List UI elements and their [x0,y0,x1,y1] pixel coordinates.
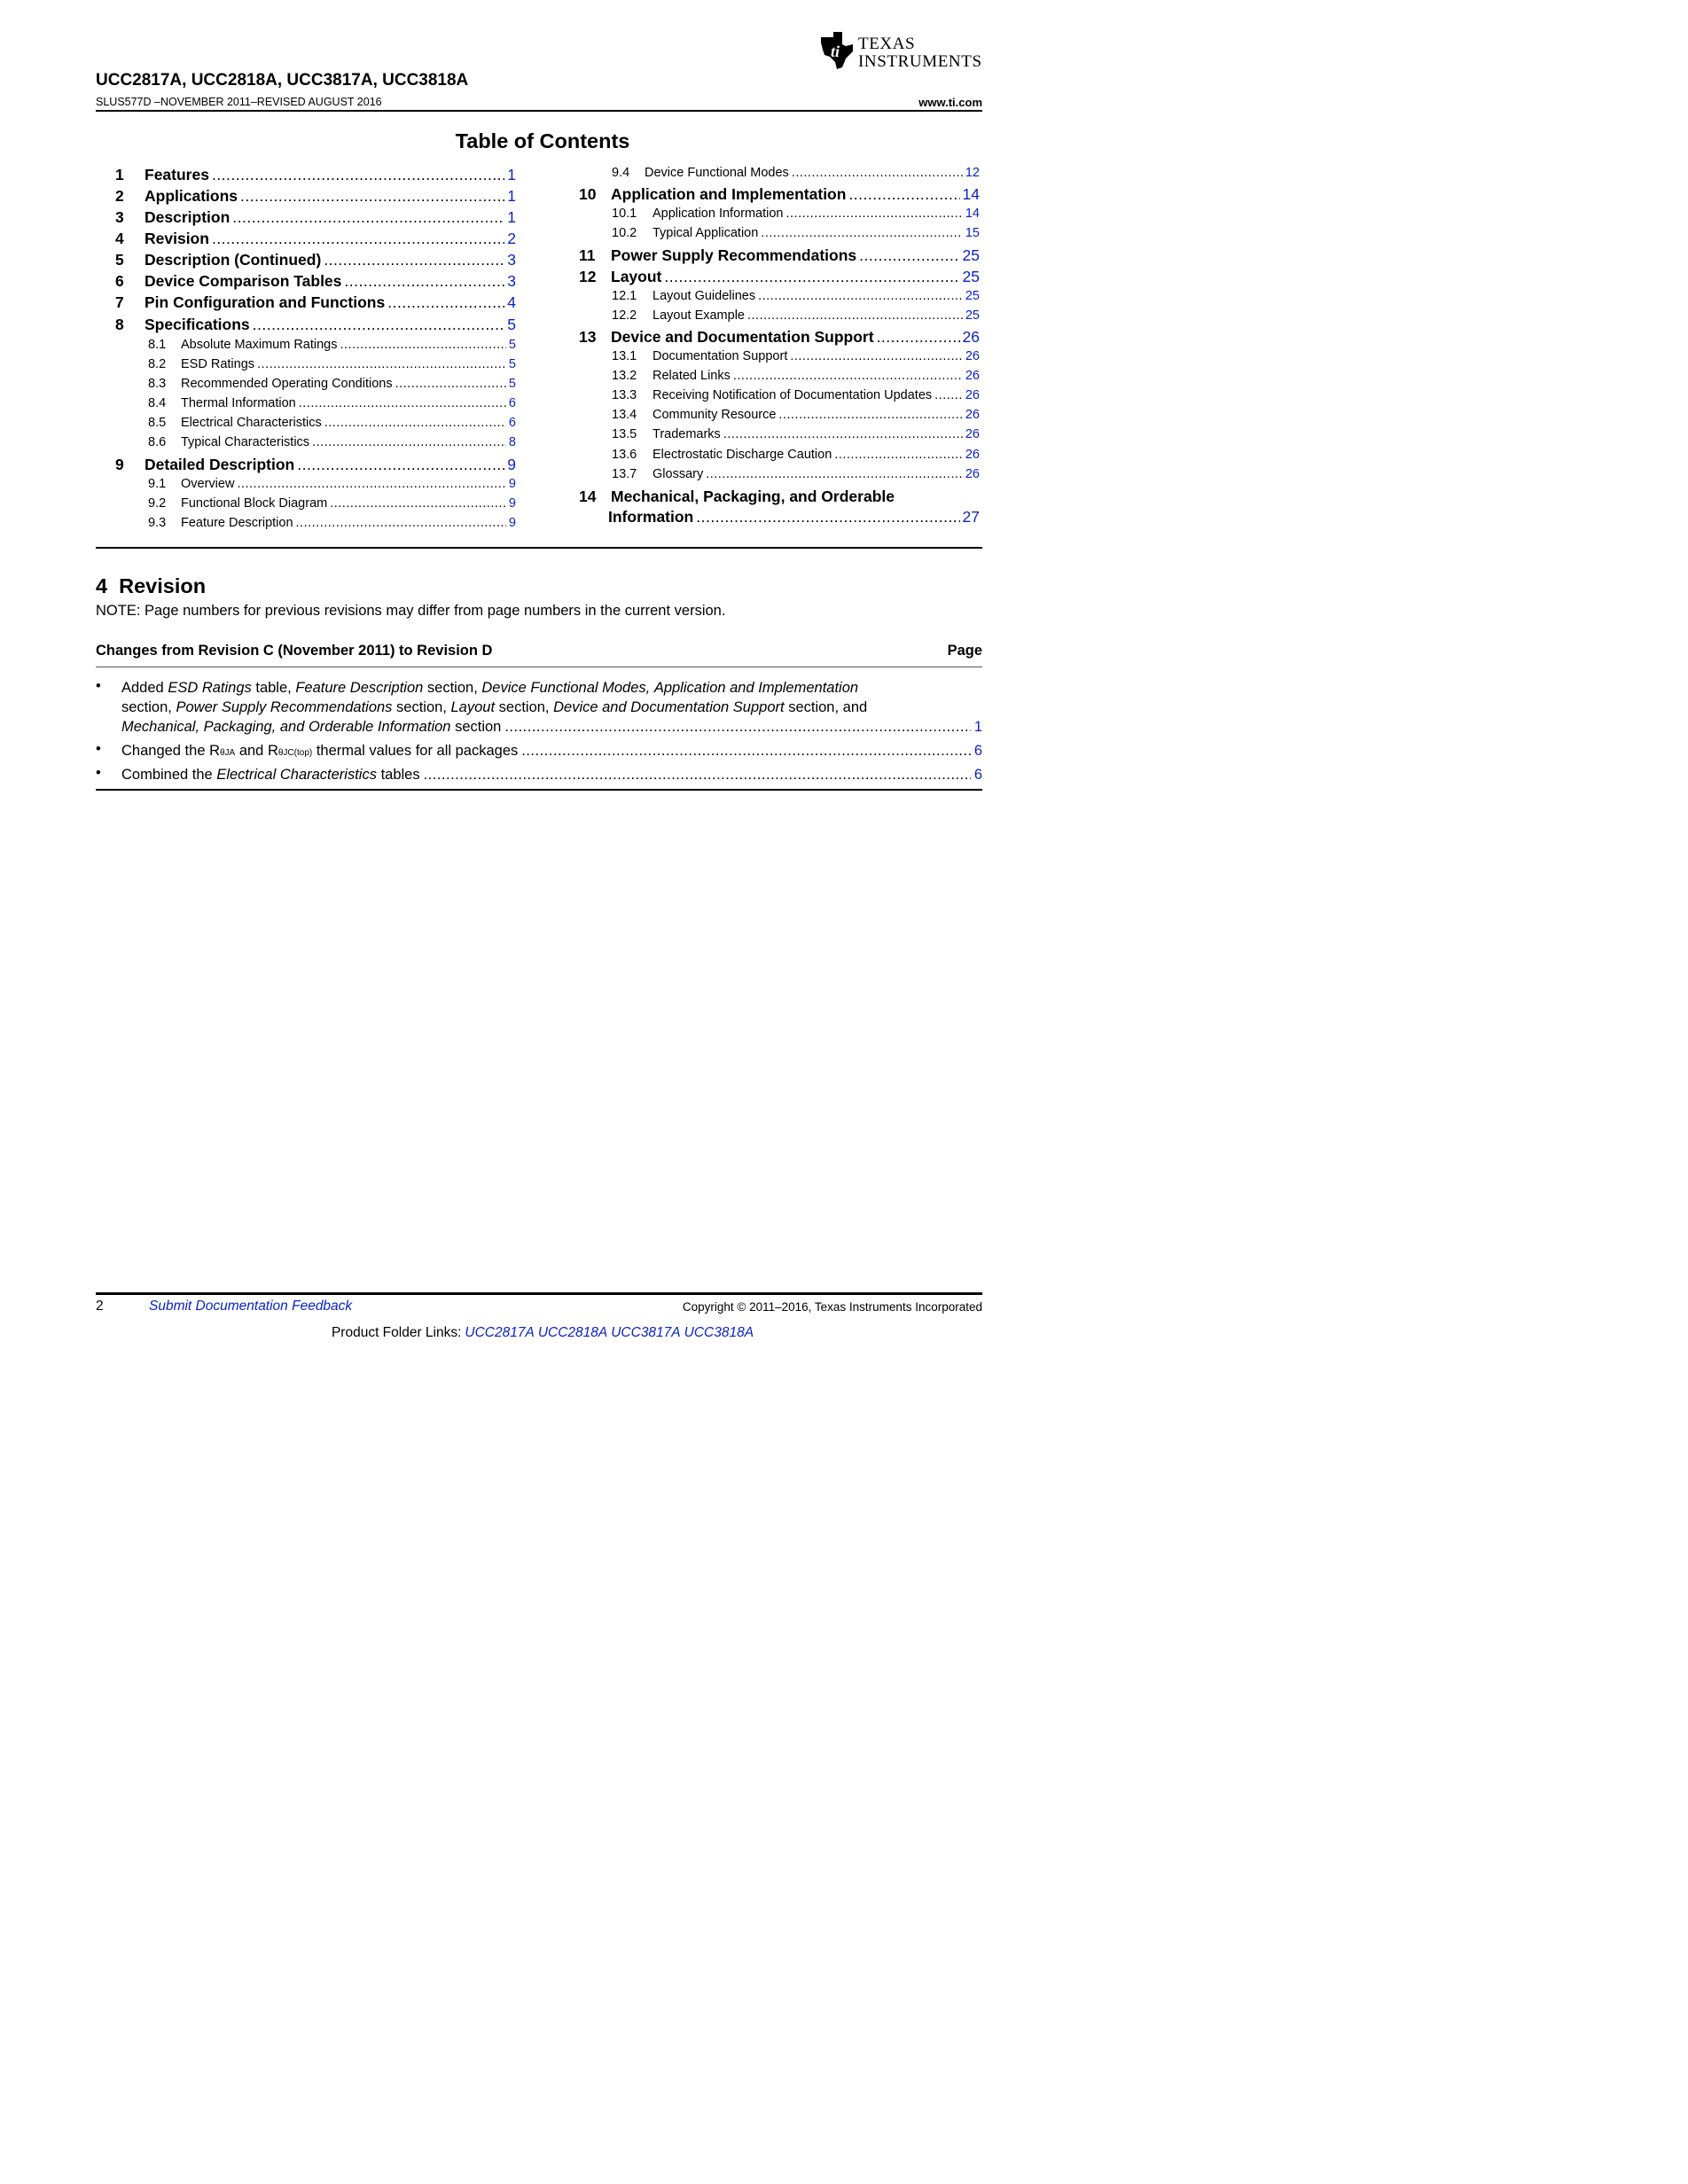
toc-page-link[interactable]: 26 [965,427,980,441]
toc-entry-label: Functional Block Diagram [181,496,328,511]
toc-entry[interactable] [612,226,980,246]
leader-dots [395,377,506,391]
toc-page-link[interactable]: 25 [965,308,980,323]
leader-dots [257,357,506,371]
leader-dots [778,408,962,422]
toc-entry-number: 8.1 [148,338,167,352]
toc-page-link[interactable]: 3 [507,251,516,269]
toc-entry-number: 6 [115,272,124,290]
toc-entry[interactable] [612,207,980,226]
toc-entry-number: 12.2 [612,308,637,323]
toc-page-link[interactable]: 3 [507,272,516,290]
toc-entry-number: 8.3 [148,377,167,391]
change-item-3: Combined the Electrical Characteristics tables ..... 6 [121,765,982,784]
toc-entry-number: 8.4 [148,396,167,410]
leader-dots [733,369,963,383]
toc-entry-label: Device and Documentation Support [611,328,874,346]
toc-page-link[interactable]: 25 [965,289,980,303]
toc-page-link[interactable]: 5 [508,377,516,391]
section-heading: Revision [119,574,207,597]
toc-entry[interactable] [612,166,980,185]
toc-entry[interactable] [115,166,516,187]
changes-end-divider [96,789,982,791]
submit-feedback-link[interactable]: Submit Documentation Feedback [149,1299,353,1314]
toc-page-link[interactable]: 9 [508,496,516,511]
toc-entry[interactable] [579,328,980,349]
toc-page-link[interactable]: 5 [507,316,516,333]
texas-state-icon [819,32,855,69]
leader-dots [387,293,504,312]
toc-entry-number: 10 [579,185,597,203]
toc-page-link[interactable]: 26 [965,388,980,402]
change-page-link-3[interactable]: 6 [973,767,982,783]
toc-page-link[interactable]: 6 [508,416,516,430]
leader-dots [664,268,959,286]
toc-page-link[interactable]: 1 [507,187,516,205]
changes-heading: Changes from Revision C (November 2011) to Revision D [96,643,493,659]
page-number: 2 [96,1299,104,1314]
toc-entry-number: 7 [115,293,124,311]
revision-note: NOTE: Page numbers for previous revisions may differ from page numbers in the current version. [96,603,726,619]
toc-entry-label: Layout [611,268,662,285]
toc-page-link[interactable]: 27 [962,508,980,526]
bullet-3: • [96,765,101,781]
leader-dots [761,226,963,240]
toc-title: Table of Contents [455,129,630,152]
leader-dots [706,467,963,481]
leader-dots [859,246,959,265]
toc-entry-number: 9.3 [148,516,167,530]
toc-page-link[interactable]: 5 [508,357,516,371]
leader-dots [212,166,504,184]
toc-entry-number: 9.2 [148,496,167,511]
leader-dots [790,349,963,363]
leader-dots [299,396,506,410]
toc-entry-number: 2 [115,187,124,205]
toc-entry-number: 12.1 [612,289,637,303]
toc-entry-number: 9 [115,456,124,473]
leader-dots [696,508,959,526]
toc-entry[interactable] [612,308,980,328]
leader-dots [330,496,506,511]
toc-entry-label: Receiving Notification of Documentation Updates [653,388,933,402]
toc-entry-label: Absolute Maximum Ratings [181,338,338,352]
toc-page-link[interactable]: 4 [507,293,516,311]
svg-text:ti: ti [831,43,840,60]
toc-entry-number: 8.5 [148,416,167,430]
toc-page-link[interactable]: 25 [962,268,980,285]
document-subtitle: SLUS577D –NOVEMBER 2011–REVISED AUGUST 2016 [96,96,382,108]
toc-entry-number: 14 [579,488,597,505]
product-link[interactable]: UCC3818A [684,1325,754,1340]
leader-dots [758,289,963,303]
toc-page-link[interactable]: 26 [965,448,980,462]
toc-page-link[interactable]: 8 [508,435,516,449]
toc-entry[interactable] [579,488,980,509]
toc-entry[interactable] [612,427,980,447]
logo-instruments: INSTRUMENTS [858,52,982,71]
toc-entry-number: 13.3 [612,388,637,402]
leader-dots [521,741,971,760]
leader-dots [344,272,504,291]
toc-entry-label: Trademarks [653,427,721,441]
toc-page-link[interactable]: 26 [965,408,980,422]
leader-dots [253,316,505,334]
toc-entry[interactable] [612,467,980,487]
toc-entry-number: 4 [115,230,124,247]
leader-dots [297,456,504,474]
toc-entry-label: Specifications [145,316,250,333]
toc-entry[interactable] [148,357,516,377]
toc-entry[interactable] [148,435,516,455]
product-link[interactable]: UCC2817A [465,1325,535,1340]
toc-page-link[interactable]: 6 [508,396,516,410]
toc-entry-number: 9.1 [148,477,167,491]
toc-entry[interactable] [148,516,516,535]
toc-entry-label: Device Functional Modes [645,166,789,180]
toc-entry[interactable] [115,251,516,272]
toc-entry-number: 8 [115,316,124,333]
change-page-link-2[interactable]: 6 [973,743,982,759]
leader-dots [747,308,963,323]
leader-dots [934,388,963,402]
toc-page-link[interactable]: 26 [965,467,980,481]
ti-logo [819,32,988,73]
toc-entry-continued[interactable] [608,508,980,529]
toc-entry-label: Layout Guidelines [653,289,756,303]
toc-entry-number: 8.2 [148,357,167,371]
product-link[interactable]: UCC2818A [537,1325,608,1340]
toc-page-link[interactable]: 15 [965,226,980,240]
toc-entry-label: Glossary [653,467,704,481]
toc-entry-label: Features [145,166,209,183]
toc-entry-number: 3 [115,208,124,226]
toc-entry[interactable] [612,448,980,467]
toc-page-link[interactable]: 1 [507,166,516,183]
toc-entry-label: Layout Example [653,308,745,323]
toc-entry[interactable] [579,246,980,268]
leader-dots [237,477,505,491]
change-item-2: Changed the R θJA and R θJC(top) thermal values for all packages ..... 6 [121,741,982,760]
toc-entry-number: 13.7 [612,467,637,481]
toc-entry-label: Recommended Operating Conditions [181,377,393,391]
toc-entry-label: Thermal Information [181,396,296,410]
section-title [96,574,206,598]
toc-entry-label: Community Resource [653,408,777,422]
toc-entry[interactable] [115,272,516,293]
leader-dots [848,185,959,204]
leader-dots [340,338,506,352]
toc-entry[interactable] [579,268,980,289]
header-divider [96,110,982,112]
leader-dots [212,230,504,248]
toc-entry-label: Revision [145,230,209,247]
toc-entry-label: Related Links [653,369,731,383]
leader-dots [723,427,963,441]
toc-entry-number: 13.6 [612,448,637,462]
leader-dots [424,765,971,784]
toc-entry-label: Detailed Description [145,456,295,473]
leader-dots [240,187,504,206]
footer-divider [96,1292,982,1295]
toc-entry[interactable] [148,496,516,516]
toc-page-link[interactable]: 9 [507,456,516,473]
page-column-heading: Page [947,643,982,659]
toc-entry[interactable] [148,338,516,357]
toc-entry[interactable] [115,208,516,230]
toc-entry[interactable] [612,388,980,408]
toc-entry-number: 11 [579,246,596,264]
toc-page-link[interactable]: 9 [508,516,516,530]
toc-page-link[interactable]: 14 [962,185,980,203]
toc-page-link[interactable]: 25 [962,246,980,264]
toc-entry-number: 12 [579,268,597,285]
toc-entry-number: 13.2 [612,369,637,383]
toc-entry-label: Device Comparison Tables [145,272,342,290]
product-folder-links [0,1325,1085,1341]
toc-page-link[interactable]: 2 [507,230,516,247]
toc-entry[interactable] [115,316,516,337]
toc-entry[interactable] [115,230,516,251]
toc-page-link[interactable]: 1 [507,208,516,226]
toc-page-link[interactable]: 5 [508,338,516,352]
toc-entry[interactable] [612,408,980,427]
toc-entry-label: Description [145,208,231,226]
change-item-1: Added ESD Ratings table, Feature Description section, Device Functional Modes, Application and Implementation section, Power Supply Recommendations section, Layout section, Device and Documentation Support section, and Mechanical, Packaging, and Orderable Information section ..... 1 [121,678,982,737]
toc-entry-label: Feature Description [181,516,293,530]
copyright: Copyright © 2011–2016, Texas Instruments Incorporated [682,1300,982,1314]
toc-entry[interactable] [612,289,980,308]
toc-entry-number: 13.5 [612,427,637,441]
toc-entry-label: Typical Application [653,226,759,240]
bullet-1: • [96,678,101,694]
leader-dots [324,416,506,430]
toc-entry-number: 13 [579,328,597,346]
leader-dots [877,328,960,347]
toc-entry[interactable] [115,293,516,315]
toc-entry-label: Applications [145,187,238,205]
toc-entry-number: 5 [115,251,124,269]
toc-entry-number: 13.1 [612,349,637,363]
toc-entry[interactable] [148,396,516,416]
toc-entry-label: Electrical Characteristics [181,416,322,430]
toc-entry-number: 9.4 [612,166,630,180]
toc-entry-label: Application and Implementation [611,185,847,203]
toc-entry[interactable] [148,416,516,435]
toc-entry-label: Pin Configuration and Functions [145,293,386,311]
section-number: 4 [96,574,108,597]
toc-page-link[interactable]: 26 [965,369,980,383]
toc-page-link[interactable]: 14 [965,207,980,221]
toc-entry-number: 13.4 [612,408,637,422]
toc-entry[interactable] [115,187,516,208]
leader-dots [312,435,506,449]
toc-entry-number: 10.2 [612,226,637,240]
leader-dots [324,251,504,269]
toc-page-link[interactable]: 9 [508,477,516,491]
toc-entry-label: ESD Ratings [181,357,255,371]
toc-page-link[interactable]: 12 [965,166,980,180]
toc-entry-number: 8.6 [148,435,167,449]
toc-entry-number: 10.1 [612,207,637,221]
toc-entry[interactable] [579,185,980,207]
toc-entry[interactable] [612,349,980,369]
toc-page-link[interactable]: 26 [962,328,980,346]
toc-entry[interactable] [612,369,980,388]
leader-dots [232,208,504,227]
bullet-2: • [96,741,101,757]
leader-dots [504,717,970,737]
leader-dots [834,448,963,462]
document-title: UCC2817A, UCC2818A, UCC3817A, UCC3818A [96,71,469,90]
leader-dots [296,516,506,530]
toc-entry[interactable] [148,477,516,496]
logo-texas: TEXAS [858,35,916,53]
toc-entry[interactable] [115,456,516,477]
toc-entry-number: 1 [115,166,124,183]
leader-dots [786,207,963,221]
toc-entry-label: Electrostatic Discharge Caution [653,448,832,462]
product-link[interactable]: UCC3817A [611,1325,681,1340]
toc-entry-label: Application Information [653,207,784,221]
toc-entry[interactable] [148,377,516,396]
leader-dots [792,166,963,180]
toc-entry-label: Typical Characteristics [181,435,310,449]
change-page-link-1[interactable]: 1 [973,719,982,735]
toc-page-link[interactable]: 26 [965,349,980,363]
product-folder-label: Product Folder Links: [331,1325,462,1340]
toc-divider [96,547,982,549]
toc-entry-label: Overview [181,477,235,491]
website-link[interactable]: www.ti.com [918,96,982,109]
toc-entry-label: Power Supply Recommendations [611,246,857,264]
toc-entry-label: Mechanical, Packaging, and Orderable [611,488,895,505]
toc-entry-label: Description (Continued) [145,251,322,269]
toc-entry-label: Documentation Support [653,349,788,363]
toc-entry-label: Information [608,508,694,526]
